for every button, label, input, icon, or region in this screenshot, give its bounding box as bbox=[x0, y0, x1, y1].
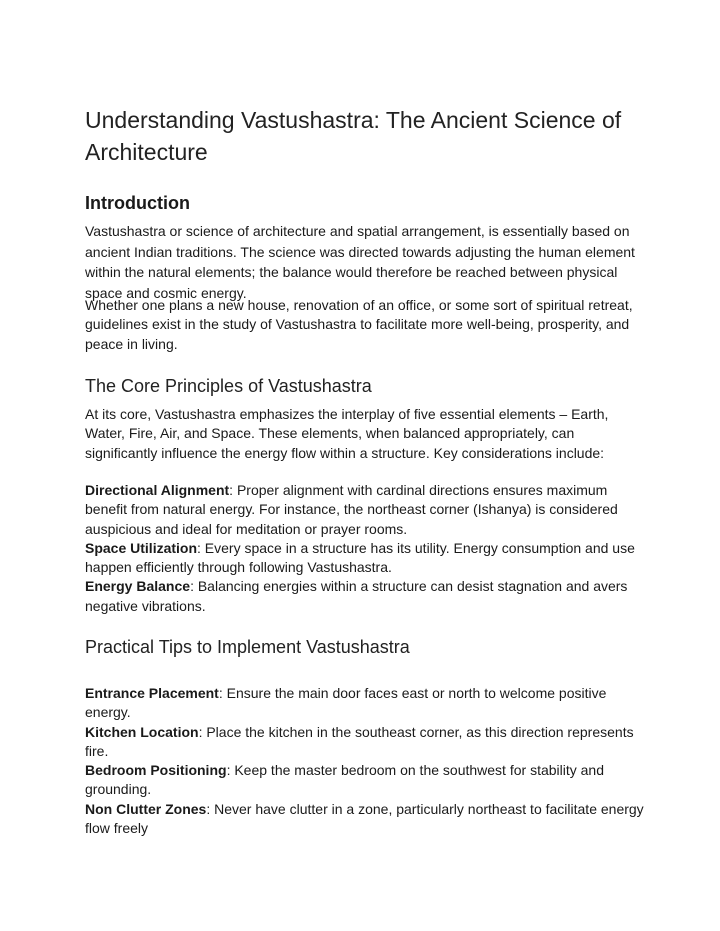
principle-text: : Balancing energies within a structure can desist stagnation and avers negative vibrations. bbox=[85, 578, 628, 614]
principle-energy-balance bbox=[85, 577, 645, 616]
core-principles-paragraph: At its core, Vastushastra emphasizes the interplay of five essential elements – Earth, Water, Fire, Air, and Space. These elements, when balanced appropriately, can significantly influence the energy flow within a structure. Key considerations include: bbox=[85, 406, 609, 461]
introduction-paragraph-1: Vastushastra or science of architecture and spatial arrangement, is essentially based on ancient Indian traditions. The science was directed towards adjusting the human element within the natural elements; the balance would therefore be reached between physical space and cosmic energy. bbox=[85, 223, 635, 301]
principle-directional-alignment bbox=[85, 481, 645, 539]
tip-text: : Never have clutter in a zone, particularly northeast to facilitate energy flow freely bbox=[85, 800, 644, 837]
tip-entrance-placement bbox=[85, 684, 645, 723]
principle-term: Directional Alignment bbox=[85, 482, 230, 498]
core-principles-heading: The Core Principles of Vastushastra bbox=[85, 376, 372, 396]
tip-term: Bedroom Positioning bbox=[85, 762, 227, 779]
tip-kitchen-location bbox=[85, 723, 645, 762]
document-title: Understanding Vastushastra: The Ancient Science of Architecture bbox=[85, 107, 622, 165]
practical-tips-list bbox=[85, 684, 645, 838]
tip-text: : Keep the master bedroom on the southwest for stability and grounding. bbox=[85, 762, 604, 798]
tip-non-clutter-zones bbox=[85, 800, 645, 839]
tip-text: : Ensure the main door faces east or north to welcome positive energy. bbox=[85, 685, 607, 721]
tip-text: : Place the kitchen in the southeast corner, as this direction represents fire. bbox=[85, 723, 634, 759]
practical-tips-heading: Practical Tips to Implement Vastushastra bbox=[85, 637, 410, 657]
principle-term: Space Utilization bbox=[85, 539, 198, 556]
principle-term: Energy Balance bbox=[85, 578, 191, 595]
principle-text: : Proper alignment with cardinal directions ensures maximum benefit from natural energy. For instance, the northeast corner (Ishanya) is considered auspicious and ideal for meditation or prayer rooms. bbox=[85, 482, 618, 537]
principle-text: : Every space in a structure has its utility. Energy consumption and use happen efficiently through following Vastushastra. bbox=[85, 539, 635, 576]
introduction-paragraph-2: Whether one plans a new house, renovation of an office, or some sort of spiritual retreat, guidelines exist in the study of Vastushastra to facilitate more well-being, prosperity, and peace in living. bbox=[85, 297, 633, 352]
tip-term: Entrance Placement bbox=[85, 685, 219, 701]
core-principles-list bbox=[85, 481, 645, 616]
introduction-heading: Introduction bbox=[85, 193, 190, 213]
tip-term: Kitchen Location bbox=[85, 723, 199, 740]
tip-bedroom-positioning bbox=[85, 761, 645, 800]
tip-term: Non Clutter Zones bbox=[85, 800, 207, 817]
principle-space-utilization bbox=[85, 539, 645, 578]
